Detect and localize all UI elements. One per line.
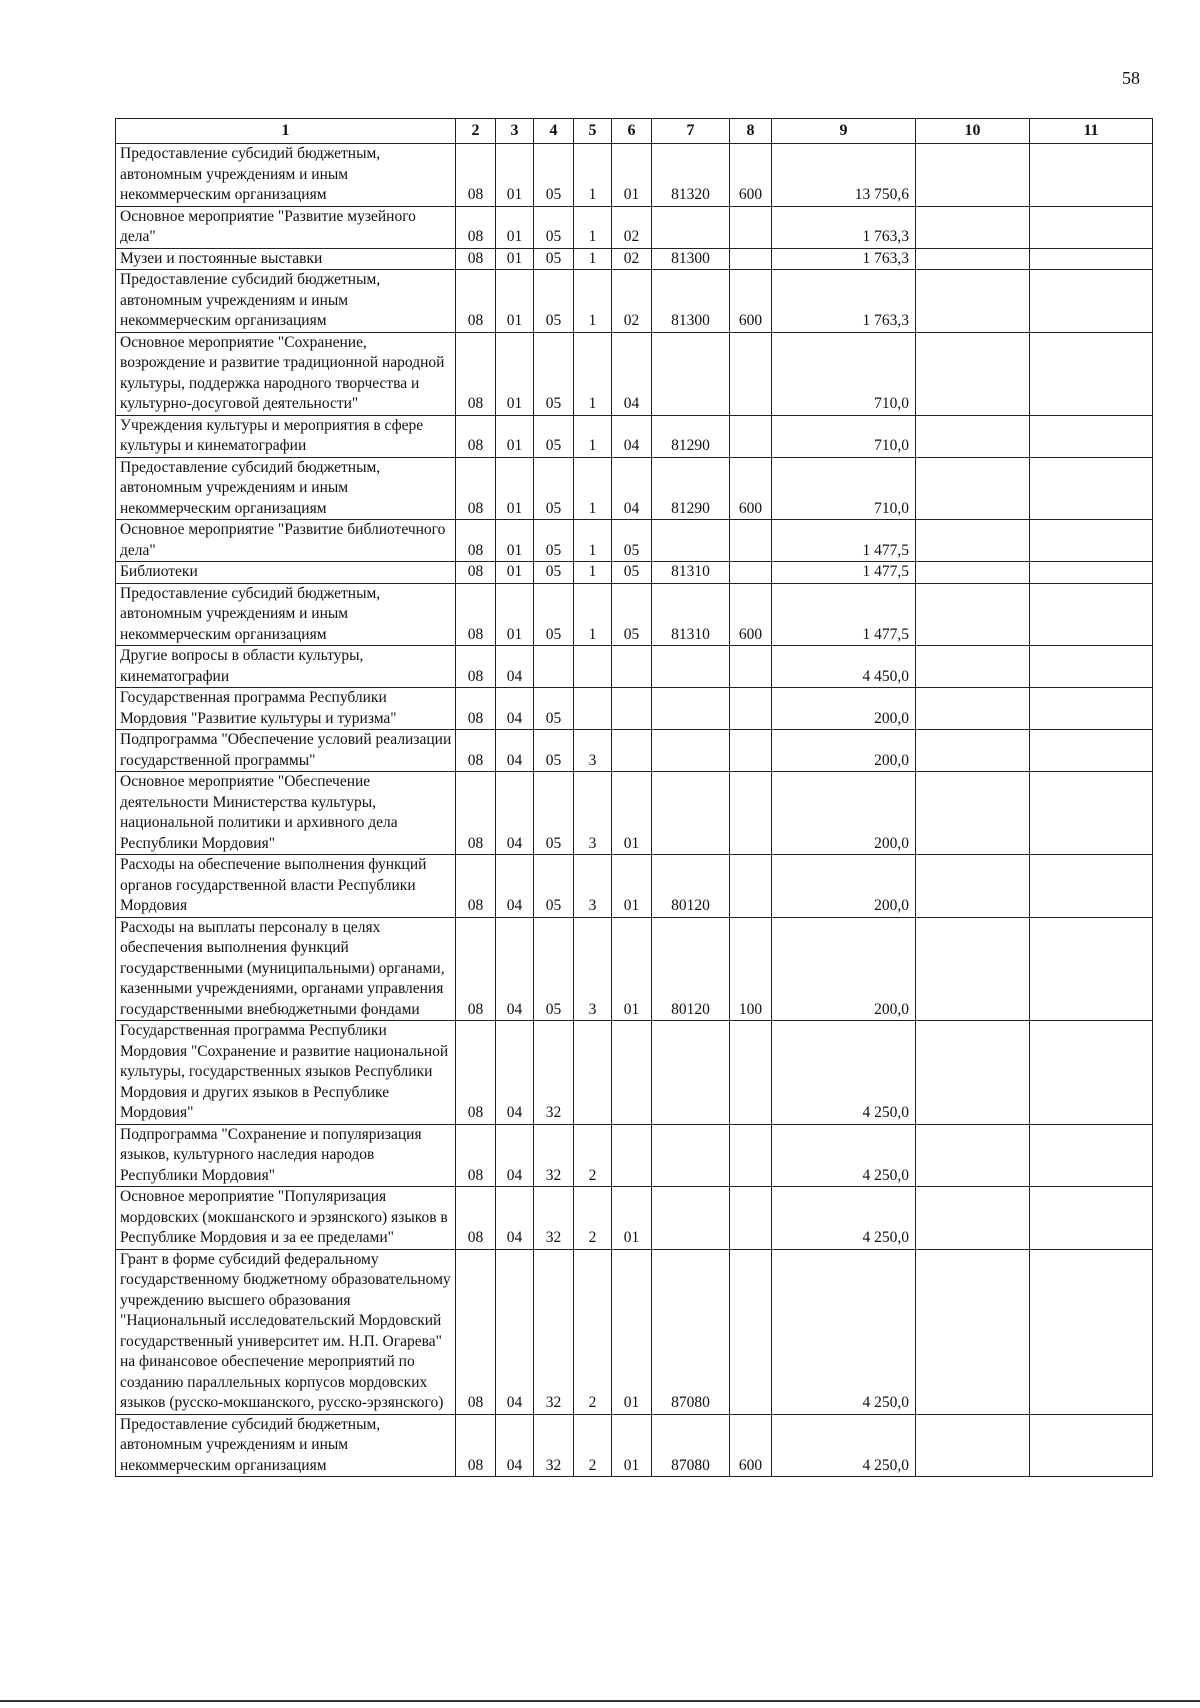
code-7-cell bbox=[652, 1124, 730, 1187]
amount-10-cell bbox=[916, 206, 1030, 248]
item-name-cell: Государственная программа Республики Мордовия "Сохранение и развитие национальной культуры, государственных языков Республики Мордовия и других языков в Республике Мордовия" bbox=[116, 1021, 456, 1125]
amount-10-cell bbox=[916, 332, 1030, 415]
code-8-cell bbox=[730, 206, 772, 248]
amount-11-cell bbox=[1030, 730, 1153, 772]
code-8-cell: 100 bbox=[730, 917, 772, 1021]
code-6-cell: 05 bbox=[612, 562, 652, 584]
code-5-cell: 1 bbox=[574, 415, 612, 457]
code-4-cell: 05 bbox=[534, 562, 574, 584]
code-8-cell bbox=[730, 415, 772, 457]
code-8-cell: 600 bbox=[730, 583, 772, 646]
column-header-2: 2 bbox=[456, 119, 496, 144]
code-8-cell bbox=[730, 1124, 772, 1187]
amount-10-cell bbox=[916, 270, 1030, 333]
code-3-cell: 04 bbox=[496, 1124, 534, 1187]
code-7-cell: 81290 bbox=[652, 415, 730, 457]
code-7-cell bbox=[652, 206, 730, 248]
amount-10-cell bbox=[916, 415, 1030, 457]
amount-9-cell: 1 763,3 bbox=[772, 270, 916, 333]
code-4-cell: 05 bbox=[534, 144, 574, 207]
item-name-cell: Основное мероприятие "Популяризация мордовских (мокшанского и эрзянского) языков в Республике Мордовия и за ее пределами" bbox=[116, 1187, 456, 1250]
code-3-cell: 01 bbox=[496, 206, 534, 248]
item-name-cell: Предоставление субсидий бюджетным, автономным учреждениям и иным некоммерческим организациям bbox=[116, 270, 456, 333]
amount-11-cell bbox=[1030, 206, 1153, 248]
code-6-cell: 01 bbox=[612, 1249, 652, 1414]
item-name-cell: Учреждения культуры и мероприятия в сфере культуры и кинематографии bbox=[116, 415, 456, 457]
code-2-cell: 08 bbox=[456, 332, 496, 415]
table-row bbox=[116, 1187, 1153, 1250]
code-2-cell: 08 bbox=[456, 248, 496, 270]
code-2-cell: 08 bbox=[456, 520, 496, 562]
column-header-8: 8 bbox=[730, 119, 772, 144]
code-6-cell: 01 bbox=[612, 1187, 652, 1250]
item-name-cell: Предоставление субсидий бюджетным, автономным учреждениям и иным некоммерческим организациям bbox=[116, 583, 456, 646]
amount-10-cell bbox=[916, 688, 1030, 730]
code-8-cell bbox=[730, 1249, 772, 1414]
amount-11-cell bbox=[1030, 332, 1153, 415]
code-2-cell: 08 bbox=[456, 1021, 496, 1125]
table-row bbox=[116, 1124, 1153, 1187]
amount-11-cell bbox=[1030, 917, 1153, 1021]
code-5-cell: 3 bbox=[574, 772, 612, 855]
code-7-cell bbox=[652, 730, 730, 772]
code-3-cell: 04 bbox=[496, 646, 534, 688]
code-7-cell: 81310 bbox=[652, 583, 730, 646]
code-4-cell: 05 bbox=[534, 917, 574, 1021]
code-5-cell: 3 bbox=[574, 730, 612, 772]
code-7-cell bbox=[652, 332, 730, 415]
page-bottom-edge bbox=[0, 1700, 1200, 1702]
column-header-3: 3 bbox=[496, 119, 534, 144]
amount-11-cell bbox=[1030, 583, 1153, 646]
amount-10-cell bbox=[916, 772, 1030, 855]
amount-11-cell bbox=[1030, 144, 1153, 207]
item-name-cell: Грант в форме субсидий федеральному государственному бюджетному образовательному учреждению высшего образования "Национальный исследовательский Мордовский государственный университет им. Н.П. Огарева" на финансовое обеспечение мероприятий по созданию параллельных корпусов мордовских языков (русско-мокшанского, русско-эрзянского) bbox=[116, 1249, 456, 1414]
code-3-cell: 04 bbox=[496, 1021, 534, 1125]
amount-9-cell: 200,0 bbox=[772, 688, 916, 730]
table-row bbox=[116, 1021, 1153, 1125]
amount-9-cell: 4 250,0 bbox=[772, 1187, 916, 1250]
column-header-10: 10 bbox=[916, 119, 1030, 144]
table-row bbox=[116, 248, 1153, 270]
code-6-cell: 04 bbox=[612, 457, 652, 520]
code-5-cell: 3 bbox=[574, 855, 612, 918]
code-7-cell: 80120 bbox=[652, 855, 730, 918]
item-name-cell: Основное мероприятие "Развитие библиотечного дела" bbox=[116, 520, 456, 562]
code-8-cell: 600 bbox=[730, 1414, 772, 1477]
code-2-cell: 08 bbox=[456, 1187, 496, 1250]
code-2-cell: 08 bbox=[456, 1124, 496, 1187]
code-4-cell: 05 bbox=[534, 772, 574, 855]
amount-9-cell: 1 763,3 bbox=[772, 248, 916, 270]
code-6-cell: 04 bbox=[612, 415, 652, 457]
code-7-cell bbox=[652, 772, 730, 855]
amount-10-cell bbox=[916, 1249, 1030, 1414]
budget-table bbox=[115, 118, 1153, 1477]
code-6-cell: 04 bbox=[612, 332, 652, 415]
column-header-5: 5 bbox=[574, 119, 612, 144]
table-row bbox=[116, 457, 1153, 520]
amount-10-cell bbox=[916, 1414, 1030, 1477]
code-2-cell: 08 bbox=[456, 730, 496, 772]
code-5-cell: 1 bbox=[574, 520, 612, 562]
code-6-cell: 05 bbox=[612, 520, 652, 562]
item-name-cell: Расходы на обеспечение выполнения функций органов государственной власти Республики Мордовия bbox=[116, 855, 456, 918]
code-3-cell: 04 bbox=[496, 730, 534, 772]
code-7-cell: 81300 bbox=[652, 270, 730, 333]
code-8-cell bbox=[730, 562, 772, 584]
code-3-cell: 01 bbox=[496, 457, 534, 520]
amount-9-cell: 1 477,5 bbox=[772, 520, 916, 562]
code-4-cell: 05 bbox=[534, 332, 574, 415]
code-3-cell: 01 bbox=[496, 270, 534, 333]
amount-10-cell bbox=[916, 583, 1030, 646]
item-name-cell: Предоставление субсидий бюджетным, автономным учреждениям и иным некоммерческим организациям bbox=[116, 457, 456, 520]
amount-9-cell: 4 250,0 bbox=[772, 1021, 916, 1125]
amount-11-cell bbox=[1030, 1021, 1153, 1125]
code-7-cell: 87080 bbox=[652, 1414, 730, 1477]
code-3-cell: 04 bbox=[496, 917, 534, 1021]
table-row bbox=[116, 730, 1153, 772]
code-2-cell: 08 bbox=[456, 583, 496, 646]
code-7-cell: 81310 bbox=[652, 562, 730, 584]
code-3-cell: 04 bbox=[496, 1187, 534, 1250]
item-name-cell: Основное мероприятие "Развитие музейного дела" bbox=[116, 206, 456, 248]
amount-9-cell: 200,0 bbox=[772, 855, 916, 918]
code-5-cell bbox=[574, 1021, 612, 1125]
amount-10-cell bbox=[916, 248, 1030, 270]
code-6-cell bbox=[612, 730, 652, 772]
code-3-cell: 04 bbox=[496, 1249, 534, 1414]
amount-10-cell bbox=[916, 917, 1030, 1021]
code-7-cell bbox=[652, 520, 730, 562]
amount-9-cell: 1 763,3 bbox=[772, 206, 916, 248]
amount-11-cell bbox=[1030, 248, 1153, 270]
amount-11-cell bbox=[1030, 270, 1153, 333]
table-row bbox=[116, 1249, 1153, 1414]
code-4-cell: 32 bbox=[534, 1124, 574, 1187]
item-name-cell: Подпрограмма "Сохранение и популяризация языков, культурного наследия народов Республики Мордовия" bbox=[116, 1124, 456, 1187]
column-header-9: 9 bbox=[772, 119, 916, 144]
code-7-cell bbox=[652, 1021, 730, 1125]
code-6-cell: 01 bbox=[612, 772, 652, 855]
code-5-cell: 1 bbox=[574, 332, 612, 415]
code-4-cell: 05 bbox=[534, 855, 574, 918]
code-8-cell bbox=[730, 646, 772, 688]
code-7-cell bbox=[652, 646, 730, 688]
item-name-cell: Подпрограмма "Обеспечение условий реализации государственной программы" bbox=[116, 730, 456, 772]
amount-9-cell: 1 477,5 bbox=[772, 562, 916, 584]
code-5-cell bbox=[574, 688, 612, 730]
item-name-cell: Предоставление субсидий бюджетным, автономным учреждениям и иным некоммерческим организациям bbox=[116, 1414, 456, 1477]
code-2-cell: 08 bbox=[456, 415, 496, 457]
amount-9-cell: 710,0 bbox=[772, 457, 916, 520]
amount-10-cell bbox=[916, 520, 1030, 562]
code-2-cell: 08 bbox=[456, 646, 496, 688]
code-4-cell: 05 bbox=[534, 457, 574, 520]
amount-11-cell bbox=[1030, 1187, 1153, 1250]
code-2-cell: 08 bbox=[456, 270, 496, 333]
table-header-row bbox=[116, 119, 1153, 144]
table-row bbox=[116, 520, 1153, 562]
item-name-cell: Основное мероприятие "Сохранение, возрождение и развитие традиционной народной культуры, поддержка народного творчества и культурно-досуговой деятельности" bbox=[116, 332, 456, 415]
code-6-cell: 02 bbox=[612, 270, 652, 333]
code-2-cell: 08 bbox=[456, 457, 496, 520]
code-4-cell: 05 bbox=[534, 206, 574, 248]
table-row bbox=[116, 415, 1153, 457]
code-3-cell: 01 bbox=[496, 520, 534, 562]
code-8-cell: 600 bbox=[730, 270, 772, 333]
table-body bbox=[116, 144, 1153, 1477]
amount-11-cell bbox=[1030, 1124, 1153, 1187]
code-6-cell bbox=[612, 688, 652, 730]
item-name-cell: Музеи и постоянные выставки bbox=[116, 248, 456, 270]
amount-10-cell bbox=[916, 457, 1030, 520]
code-6-cell: 01 bbox=[612, 917, 652, 1021]
amount-10-cell bbox=[916, 1124, 1030, 1187]
code-3-cell: 04 bbox=[496, 688, 534, 730]
table-row bbox=[116, 917, 1153, 1021]
code-2-cell: 08 bbox=[456, 1249, 496, 1414]
amount-11-cell bbox=[1030, 520, 1153, 562]
item-name-cell: Другие вопросы в области культуры, кинематографии bbox=[116, 646, 456, 688]
column-header-11: 11 bbox=[1030, 119, 1153, 144]
code-6-cell: 01 bbox=[612, 1414, 652, 1477]
table-row bbox=[116, 855, 1153, 918]
amount-9-cell: 4 250,0 bbox=[772, 1414, 916, 1477]
item-name-cell: Государственная программа Республики Мордовия "Развитие культуры и туризма" bbox=[116, 688, 456, 730]
code-5-cell bbox=[574, 646, 612, 688]
code-5-cell: 1 bbox=[574, 562, 612, 584]
item-name-cell: Предоставление субсидий бюджетным, автономным учреждениям и иным некоммерческим организациям bbox=[116, 144, 456, 207]
amount-9-cell: 1 477,5 bbox=[772, 583, 916, 646]
code-6-cell bbox=[612, 1021, 652, 1125]
amount-11-cell bbox=[1030, 855, 1153, 918]
code-6-cell: 01 bbox=[612, 144, 652, 207]
item-name-cell: Библиотеки bbox=[116, 562, 456, 584]
amount-10-cell bbox=[916, 646, 1030, 688]
code-4-cell: 32 bbox=[534, 1414, 574, 1477]
amount-9-cell: 13 750,6 bbox=[772, 144, 916, 207]
code-7-cell: 87080 bbox=[652, 1249, 730, 1414]
code-5-cell: 3 bbox=[574, 917, 612, 1021]
code-5-cell: 1 bbox=[574, 457, 612, 520]
table-row bbox=[116, 332, 1153, 415]
code-8-cell bbox=[730, 1021, 772, 1125]
amount-9-cell: 200,0 bbox=[772, 772, 916, 855]
code-8-cell bbox=[730, 688, 772, 730]
code-8-cell: 600 bbox=[730, 457, 772, 520]
code-3-cell: 04 bbox=[496, 1414, 534, 1477]
table-row bbox=[116, 1414, 1153, 1477]
amount-9-cell: 710,0 bbox=[772, 415, 916, 457]
code-5-cell: 1 bbox=[574, 144, 612, 207]
column-header-6: 6 bbox=[612, 119, 652, 144]
item-name-cell: Расходы на выплаты персоналу в целях обеспечения выполнения функций государственными (муниципальными) органами, казенными учреждениями, органами управления государственными внебюджетными фондами bbox=[116, 917, 456, 1021]
table-row bbox=[116, 646, 1153, 688]
amount-9-cell: 4 250,0 bbox=[772, 1249, 916, 1414]
amount-9-cell: 4 250,0 bbox=[772, 1124, 916, 1187]
code-7-cell bbox=[652, 1187, 730, 1250]
code-7-cell: 81320 bbox=[652, 144, 730, 207]
code-8-cell: 600 bbox=[730, 144, 772, 207]
amount-11-cell bbox=[1030, 646, 1153, 688]
amount-10-cell bbox=[916, 730, 1030, 772]
amount-9-cell: 200,0 bbox=[772, 917, 916, 1021]
code-4-cell bbox=[534, 646, 574, 688]
table-row bbox=[116, 144, 1153, 207]
code-3-cell: 04 bbox=[496, 855, 534, 918]
code-5-cell: 1 bbox=[574, 206, 612, 248]
amount-10-cell bbox=[916, 1187, 1030, 1250]
code-6-cell: 01 bbox=[612, 855, 652, 918]
code-5-cell: 2 bbox=[574, 1187, 612, 1250]
amount-11-cell bbox=[1030, 457, 1153, 520]
code-3-cell: 01 bbox=[496, 248, 534, 270]
amount-10-cell bbox=[916, 855, 1030, 918]
amount-11-cell bbox=[1030, 688, 1153, 730]
code-4-cell: 32 bbox=[534, 1021, 574, 1125]
code-4-cell: 32 bbox=[534, 1187, 574, 1250]
table-row bbox=[116, 270, 1153, 333]
code-5-cell: 1 bbox=[574, 583, 612, 646]
amount-11-cell bbox=[1030, 562, 1153, 584]
code-4-cell: 05 bbox=[534, 248, 574, 270]
code-3-cell: 04 bbox=[496, 772, 534, 855]
code-7-cell: 81290 bbox=[652, 457, 730, 520]
amount-9-cell: 710,0 bbox=[772, 332, 916, 415]
code-6-cell bbox=[612, 646, 652, 688]
code-2-cell: 08 bbox=[456, 688, 496, 730]
amount-11-cell bbox=[1030, 1249, 1153, 1414]
column-header-7: 7 bbox=[652, 119, 730, 144]
amount-11-cell bbox=[1030, 772, 1153, 855]
code-2-cell: 08 bbox=[456, 144, 496, 207]
code-6-cell: 02 bbox=[612, 248, 652, 270]
code-2-cell: 08 bbox=[456, 562, 496, 584]
code-4-cell: 32 bbox=[534, 1249, 574, 1414]
code-5-cell: 2 bbox=[574, 1414, 612, 1477]
code-4-cell: 05 bbox=[534, 270, 574, 333]
code-4-cell: 05 bbox=[534, 415, 574, 457]
amount-11-cell bbox=[1030, 415, 1153, 457]
amount-9-cell: 4 450,0 bbox=[772, 646, 916, 688]
column-header-4: 4 bbox=[534, 119, 574, 144]
code-8-cell bbox=[730, 332, 772, 415]
table-row bbox=[116, 583, 1153, 646]
code-3-cell: 01 bbox=[496, 332, 534, 415]
code-5-cell: 1 bbox=[574, 270, 612, 333]
code-2-cell: 08 bbox=[456, 917, 496, 1021]
code-4-cell: 05 bbox=[534, 583, 574, 646]
code-7-cell: 80120 bbox=[652, 917, 730, 1021]
code-7-cell: 81300 bbox=[652, 248, 730, 270]
code-2-cell: 08 bbox=[456, 855, 496, 918]
code-2-cell: 08 bbox=[456, 772, 496, 855]
code-4-cell: 05 bbox=[534, 688, 574, 730]
code-4-cell: 05 bbox=[534, 520, 574, 562]
code-5-cell: 2 bbox=[574, 1124, 612, 1187]
code-6-cell: 02 bbox=[612, 206, 652, 248]
table-row bbox=[116, 562, 1153, 584]
code-8-cell bbox=[730, 855, 772, 918]
code-8-cell bbox=[730, 248, 772, 270]
code-8-cell bbox=[730, 772, 772, 855]
page-number: 58 bbox=[1122, 68, 1140, 88]
code-7-cell bbox=[652, 688, 730, 730]
code-4-cell: 05 bbox=[534, 730, 574, 772]
amount-11-cell bbox=[1030, 1414, 1153, 1477]
table-row bbox=[116, 206, 1153, 248]
code-8-cell bbox=[730, 520, 772, 562]
table-row bbox=[116, 772, 1153, 855]
item-name-cell: Основное мероприятие "Обеспечение деятельности Министерства культуры, национальной политики и архивного дела Республики Мордовия" bbox=[116, 772, 456, 855]
code-3-cell: 01 bbox=[496, 415, 534, 457]
amount-10-cell bbox=[916, 1021, 1030, 1125]
code-8-cell bbox=[730, 1187, 772, 1250]
code-5-cell: 2 bbox=[574, 1249, 612, 1414]
code-6-cell: 05 bbox=[612, 583, 652, 646]
code-3-cell: 01 bbox=[496, 562, 534, 584]
amount-10-cell bbox=[916, 144, 1030, 207]
amount-9-cell: 200,0 bbox=[772, 730, 916, 772]
code-5-cell: 1 bbox=[574, 248, 612, 270]
table-row bbox=[116, 688, 1153, 730]
code-3-cell: 01 bbox=[496, 583, 534, 646]
code-3-cell: 01 bbox=[496, 144, 534, 207]
code-8-cell bbox=[730, 730, 772, 772]
column-header-1: 1 bbox=[116, 119, 456, 144]
amount-10-cell bbox=[916, 562, 1030, 584]
code-2-cell: 08 bbox=[456, 206, 496, 248]
code-2-cell: 08 bbox=[456, 1414, 496, 1477]
code-6-cell bbox=[612, 1124, 652, 1187]
